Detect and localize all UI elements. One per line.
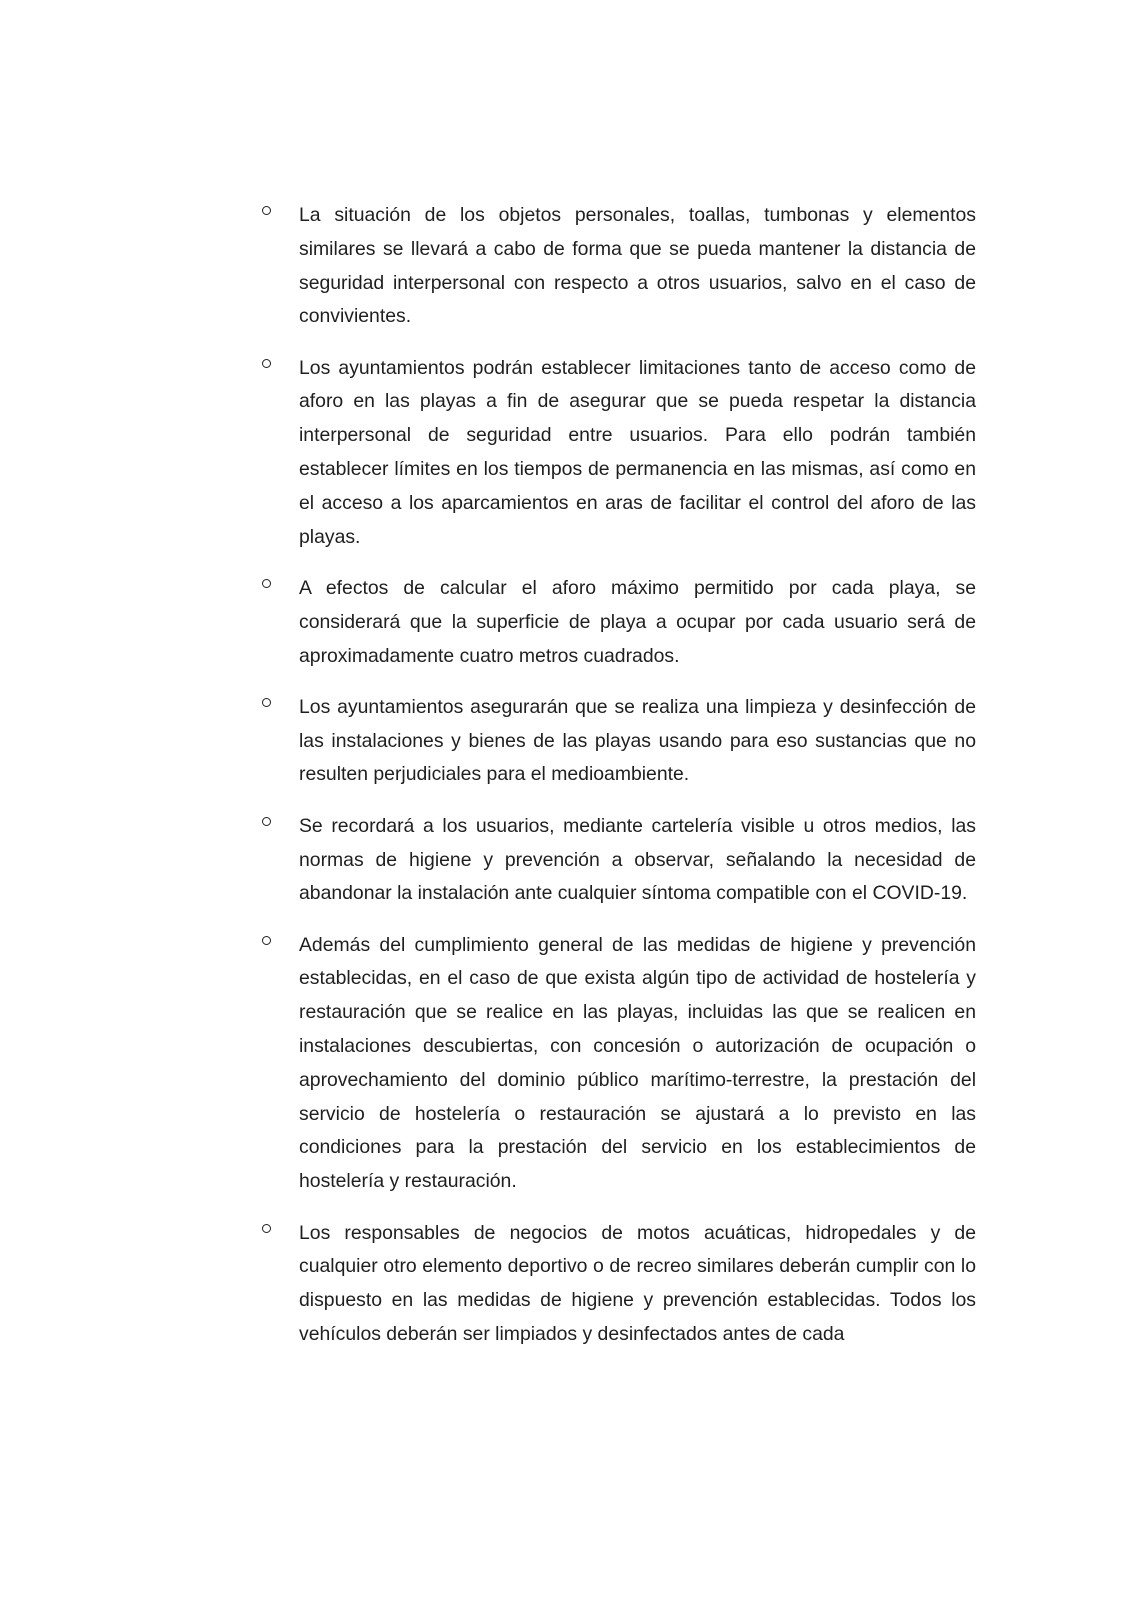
hollow-circle-bullet-icon — [262, 579, 271, 588]
list-item-text: Los ayuntamientos asegurarán que se realiza una limpieza y desinfección de las instalaciones y bienes de las playas usando para eso sustancias que no resulten perjudiciales para el medioambiente. — [299, 695, 976, 786]
hollow-circle-bullet-icon — [262, 817, 271, 826]
list-item-text: Además del cumplimiento general de las medidas de higiene y prevención establecidas, en el caso de que exista algún tipo de actividad de hostelería y restauración que se realice en las playas, incluidas las que se realicen en instalaciones descubiertas, con concesión o autorización de ocupación o aprovechamiento del dominio público marítimo-terrestre, la prestación del servicio de hostelería o restauración se ajustará a lo previsto en las condiciones para la prestación del servicio en los establecimientos de hostelería y restauración. — [299, 933, 976, 1193]
bullet-list — [262, 204, 976, 1374]
list-item-text: A efectos de calcular el aforo máximo permitido por cada playa, se considerará que la superficie de playa a ocupar por cada usuario será de aproximadamente cuatro metros cuadrados. — [299, 576, 976, 667]
list-item — [262, 810, 976, 911]
list-item — [262, 572, 976, 673]
list-item — [262, 1217, 976, 1352]
list-item-text: La situación de los objetos personales, toallas, tumbonas y elementos similares se llevará a cabo de forma que se pueda mantener la distancia de seguridad interpersonal con respecto a otros usuarios, salvo en el caso de convivientes. — [299, 204, 976, 328]
hollow-circle-bullet-icon — [262, 206, 271, 215]
hollow-circle-bullet-icon — [262, 698, 271, 707]
list-item — [262, 352, 976, 555]
hollow-circle-bullet-icon — [262, 936, 271, 945]
list-item-text: Se recordará a los usuarios, mediante cartelería visible u otros medios, las normas de higiene y prevención a observar, señalando la necesidad de abandonar la instalación ante cualquier síntoma compatible con el COVID-19. — [299, 814, 976, 905]
list-item — [262, 691, 976, 792]
hollow-circle-bullet-icon — [262, 359, 271, 368]
list-item-text: Los responsables de negocios de motos acuáticas, hidropedales y de cualquier otro elemento deportivo o de recreo similares deberán cumplir con lo dispuesto en las medidas de higiene y prevención establecidas. Todos los vehículos deberán ser limpiados y desinfectados antes de cada — [299, 1221, 976, 1345]
list-item — [262, 199, 976, 334]
list-item — [262, 929, 976, 1199]
list-item-text: Los ayuntamientos podrán establecer limitaciones tanto de acceso como de aforo en las playas a fin de asegurar que se pueda respetar la distancia interpersonal de seguridad entre usuarios. Para ello podrán también establecer límites en los tiempos de permanencia en las mismas, así como en el acceso a los aparcamientos en aras de facilitar el control del aforo de las playas. — [299, 356, 976, 548]
hollow-circle-bullet-icon — [262, 1224, 271, 1233]
